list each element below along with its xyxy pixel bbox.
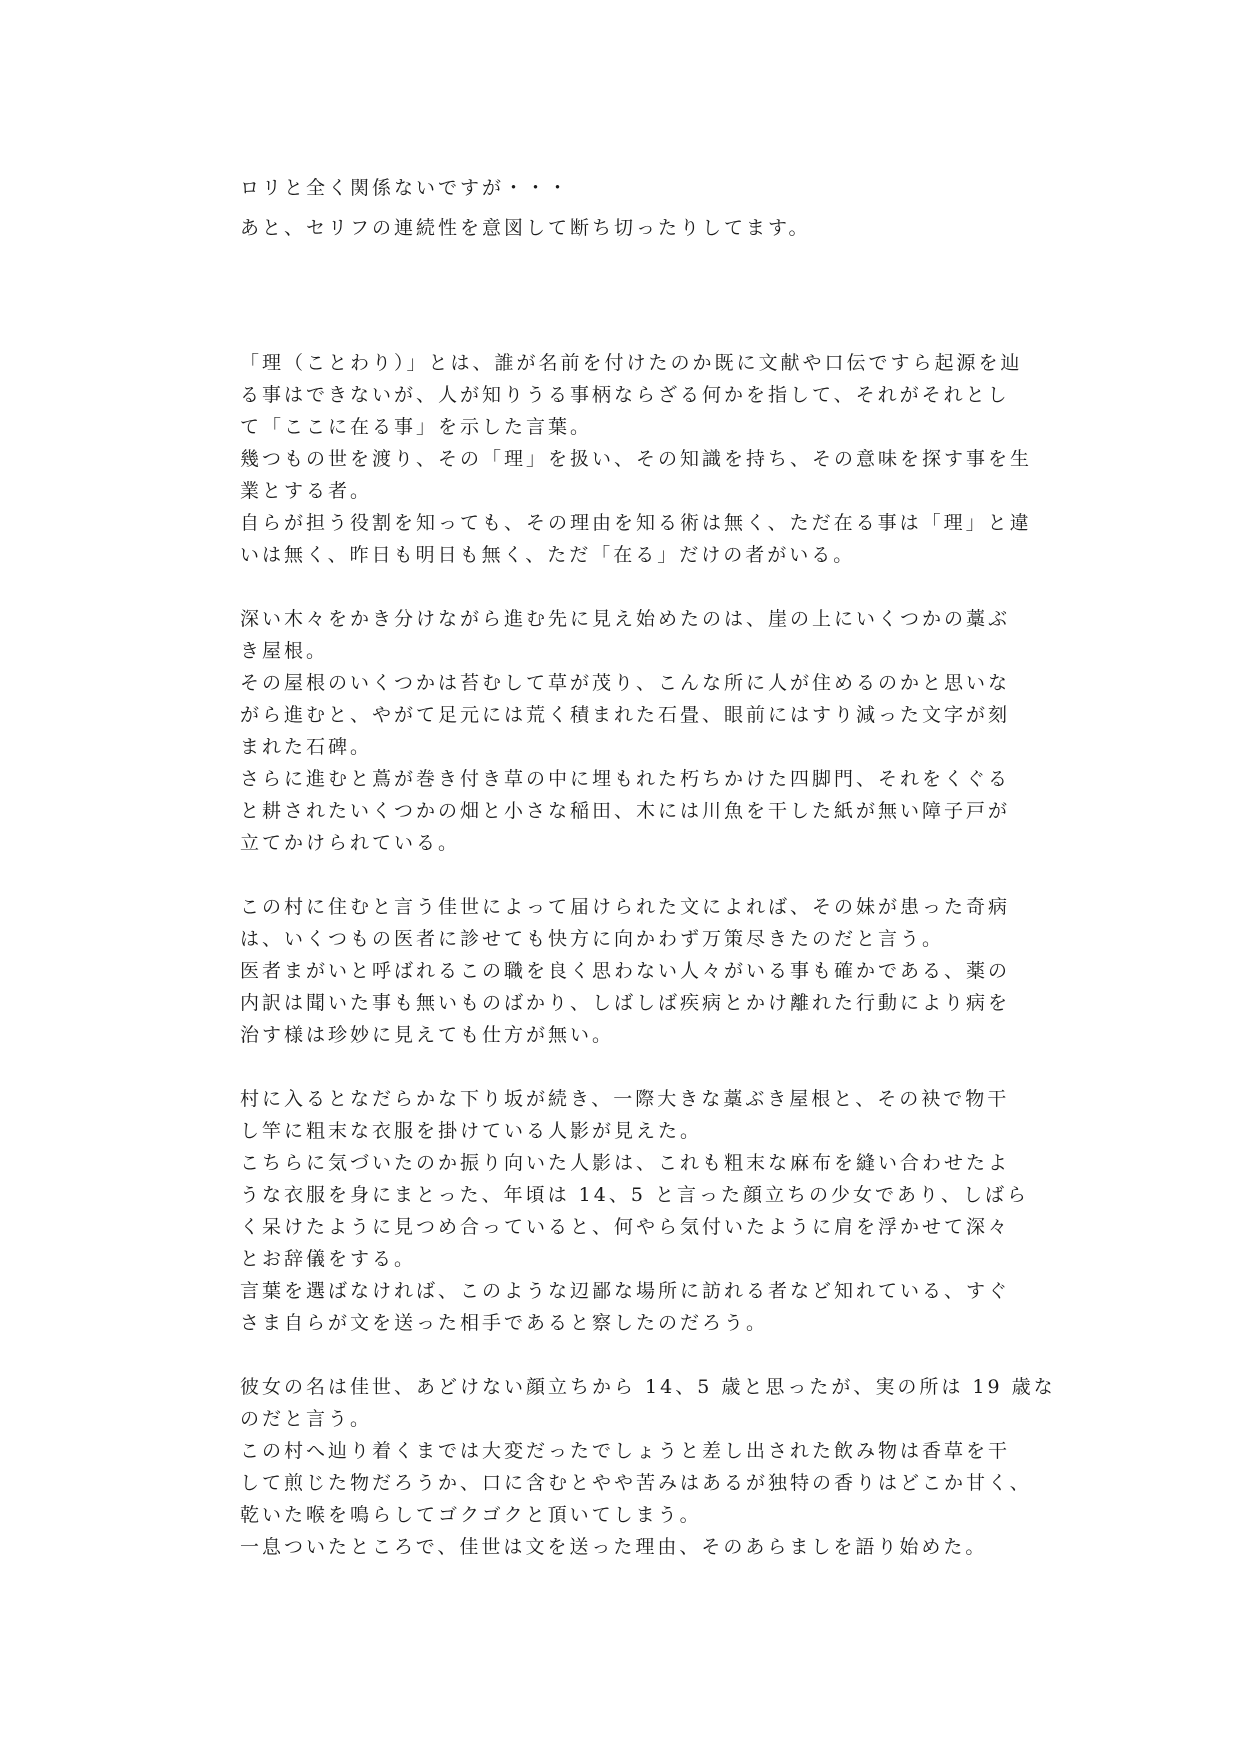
body-line: 自らが担う役割を知っても、その理由を知る術は無く、ただ在る事は「理」と違 xyxy=(240,512,1032,534)
body-line: と耕されたいくつかの畑と小さな稲田、木には川魚を干した紙が無い障子戸が xyxy=(240,800,1011,822)
body-line: 内訳は聞いた事も無いものばかり、しばしば疾病とかけ離れた行動により病を xyxy=(240,992,1011,1014)
body-line: のだと言う。 xyxy=(240,1408,373,1430)
paragraph-gap xyxy=(240,1051,1010,1083)
body-line: 一息ついたところで、佳世は文を送った理由、そのあらましを語り始めた。 xyxy=(240,1536,988,1558)
body-line: 深い木々をかき分けながら進む先に見え始めたのは、崖の上にいくつかの藁ぶ xyxy=(240,608,1011,630)
paragraph-gap xyxy=(240,1339,1010,1371)
body-line: がら進むと、やがて足元には荒く積まれた石畳、眼前にはすり減った文字が刻 xyxy=(240,704,1011,726)
body-line: この村へ辿り着くまでは大変だったでしょうと差し出された飲み物は香草を干 xyxy=(240,1440,1011,1462)
body-line: まれた石碑。 xyxy=(240,736,373,758)
body-line: とお辞儀をする。 xyxy=(240,1248,417,1270)
body-line: さま自らが文を送った相手であると察したのだろう。 xyxy=(240,1312,769,1334)
body-line: して煎じた物だろうか、口に含むとやや苦みはあるが独特の香りはどこか甘く、 xyxy=(240,1472,1032,1494)
body-line: し竿に粗末な衣服を掛けている人影が見えた。 xyxy=(240,1120,703,1142)
story-body xyxy=(240,347,1056,1563)
body-line: 立てかけられている。 xyxy=(240,832,461,854)
intro-line: ロリと全く関係ないですが・・・ xyxy=(240,177,571,199)
intro-line: あと、セリフの連続性を意図して断ち切ったりしてます。 xyxy=(240,217,811,239)
body-line: て「ここに在る事」を示した言葉。 xyxy=(240,416,593,438)
body-line: く呆けたように見つめ合っていると、何やら気付いたように肩を浮かせて深々 xyxy=(240,1216,1011,1238)
body-line: この村に住むと言う佳世によって届けられた文によれば、その妹が患った奇病 xyxy=(240,896,1011,918)
body-line: 彼女の名は佳世、あどけない顔立ちから 14、5 歳と思ったが、実の所は 19 歳な xyxy=(240,1376,1056,1398)
body-line: 医者まがいと呼ばれるこの職を良く思わない人々がいる事も確かである、薬の xyxy=(240,960,1011,982)
intro-note xyxy=(240,168,1010,248)
body-line: は、いくつもの医者に診せても快方に向かわず万策尽きたのだと言う。 xyxy=(240,928,945,950)
body-line: こちらに気づいたのか振り向いた人影は、これも粗末な麻布を縫い合わせたよ xyxy=(240,1152,1011,1174)
body-line: 乾いた喉を鳴らしてゴクゴクと頂いてしまう。 xyxy=(240,1504,702,1526)
body-line: 幾つもの世を渡り、その「理」を扱い、その知識を持ち、その意味を探す事を生 xyxy=(240,448,1033,470)
body-line: うな衣服を身にまとった、年頃は 14、5 と言った顔立ちの少女であり、しばら xyxy=(240,1184,1029,1206)
body-line: 「理（ことわり）」とは、誰が名前を付けたのか既に文献や口伝ですら起源を辿 xyxy=(240,352,1023,374)
body-line: さらに進むと蔦が巻き付き草の中に埋もれた朽ちかけた四脚門、それをくぐる xyxy=(240,768,1011,790)
body-line: 言葉を選ばなければ、このような辺鄙な場所に訪れる者など知れている、すぐ xyxy=(240,1280,1011,1302)
body-line: る事はできないが、人が知りうる事柄ならざる何かを指して、それがそれとし xyxy=(240,384,1010,406)
body-line: 村に入るとなだらかな下り坂が続き、一際大きな藁ぶき屋根と、その袂で物干 xyxy=(240,1088,1010,1110)
body-line: 業とする者。 xyxy=(240,480,373,502)
body-line: き屋根。 xyxy=(240,640,329,662)
body-line: 治す様は珍妙に見えても仕方が無い。 xyxy=(240,1024,615,1046)
body-line: その屋根のいくつかは苔むして草が茂り、こんな所に人が住めるのかと思いな xyxy=(240,672,1011,694)
paragraph-gap xyxy=(240,571,1010,603)
paragraph-gap xyxy=(240,859,1010,891)
body-line: いは無く、昨日も明日も無く、ただ「在る」だけの者がいる。 xyxy=(240,544,856,566)
